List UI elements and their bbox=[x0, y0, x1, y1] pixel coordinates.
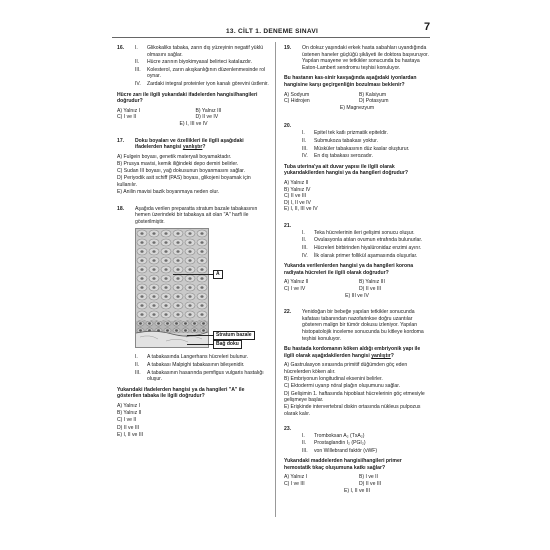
question-number: 17. bbox=[117, 137, 125, 144]
right-column bbox=[284, 45, 430, 502]
question-stem: Bu hastada kordomanın köken aldığı embriyonik yapı ile ilgili olarak aşağıdakilerden hangisi yanlıştır? bbox=[284, 346, 421, 359]
column-divider bbox=[275, 42, 276, 517]
label-a: A bbox=[213, 270, 223, 279]
question-21 bbox=[284, 223, 430, 299]
statement-item: IV. İlk olarak primer folliküI aşamasında oluşurlar. bbox=[302, 252, 418, 259]
label-basale-leader bbox=[187, 335, 213, 336]
statement-item: I. Teka hücrelerinin ileri gelişimi sonucu oluşur. bbox=[302, 229, 415, 236]
statement-item: III. A tabakasının hasarında pemfigus vulgaris hastalığı oluşur. bbox=[135, 369, 264, 383]
statement-item: II. Ovulasyonla atılan ovumun etrafında bulunurlar. bbox=[302, 237, 423, 244]
answer-options bbox=[284, 279, 430, 299]
answer-options bbox=[117, 154, 270, 196]
question-stem: Yukarıdaki maddelerden hangisi/hangileri primer hemostatik tıkaç oluşumuna katkı sağlar? bbox=[284, 458, 402, 471]
statement-item: I. Epitel tek katlı prizmatik epiteldir. bbox=[302, 130, 388, 137]
option-d[interactable]: D) I, II ve IV bbox=[284, 199, 311, 206]
option-b[interactable]: B) Yalnız II bbox=[117, 410, 142, 417]
option-b[interactable]: B) I ve II bbox=[359, 474, 378, 481]
question-number: 23. bbox=[284, 425, 292, 432]
statement-item: III. Hücreleri birbirinden hiyalüronidaz enzimi ayırır. bbox=[302, 245, 422, 252]
answer-options bbox=[284, 92, 430, 112]
statement-item: I. Tromboksan A₂ (TxA₂) bbox=[302, 432, 365, 439]
statement-item: I. Glikokaliks tabaka, zarın dış yüzeyinin negatif yüklü olmasını sağlar. bbox=[135, 45, 264, 58]
question-number: 20. bbox=[284, 123, 292, 130]
question-23 bbox=[284, 426, 430, 495]
option-d[interactable]: D) II ve III bbox=[359, 286, 382, 293]
header-rule bbox=[112, 37, 430, 38]
option-e[interactable]: E) I, II, III ve IV bbox=[284, 206, 318, 213]
option-d[interactable]: D) Gelişimin 1. haftasında hipoblast hücrelerinin göç etmesiyle gelişmeye başlar. bbox=[284, 390, 425, 404]
option-a[interactable]: A) Yalnız I bbox=[117, 403, 141, 409]
label-bag-doku: Bağ doku bbox=[213, 340, 242, 349]
label-a-leader bbox=[173, 274, 213, 275]
statement-item: III. von Willebrand faktör (vWF) bbox=[302, 447, 378, 454]
option-c[interactable]: C) Hidrojen bbox=[284, 98, 310, 105]
page-number: 7 bbox=[424, 21, 431, 33]
statement-item: II. A tabakası Malpighi tabakasının bileşenidir. bbox=[135, 362, 245, 369]
label-stratum-bazale: Stratum bazale bbox=[213, 331, 255, 340]
option-c[interactable]: C) Ektodermi uyarıp nöral plağın oluşumunu sağlar. bbox=[284, 383, 401, 390]
option-e[interactable]: E) I, II ve III bbox=[343, 487, 371, 494]
option-b[interactable]: B) Embriyonun longitudinal eksenini belirler. bbox=[284, 376, 383, 383]
question-number: 19. bbox=[284, 45, 292, 51]
question-intro: Aşağıda verilen preparatta stratum bazale tabakasının hemen üzerindeki bir tabakaya ait olan "A" harfi ile gösterilmiştir. bbox=[135, 205, 258, 225]
option-a[interactable]: A) Fulgein boyası, genetik materyali boyamaktadır. bbox=[117, 153, 232, 160]
option-d[interactable]: D) II ve III bbox=[359, 481, 382, 488]
answer-options bbox=[117, 403, 270, 438]
option-c[interactable]: C) I ve IV bbox=[284, 286, 306, 293]
option-c[interactable]: C) I ve II bbox=[117, 417, 137, 424]
question-stem: Hücre zarı ile ilgili yukarıdaki ifadelerden hangisi/hangileri doğrudur? bbox=[117, 91, 258, 105]
option-d[interactable]: D) II ve IV bbox=[195, 114, 219, 121]
option-b[interactable]: B) Yalnız III bbox=[359, 279, 385, 286]
option-a[interactable]: A) Yalnız II bbox=[284, 179, 309, 186]
option-e[interactable]: E) I, III ve IV bbox=[179, 120, 208, 127]
stem-keyword: yanlıştır bbox=[182, 144, 203, 151]
question-stem: Doku boyaları ve özellikleri ile ilgili aşağıdaki ifadelerden hangisi yanlıştır? bbox=[135, 137, 244, 151]
question-16 bbox=[117, 45, 270, 128]
micrograph-image bbox=[135, 228, 209, 348]
question-22 bbox=[284, 309, 430, 417]
option-a[interactable]: A) Yalnız I bbox=[117, 107, 141, 114]
question-number: 21. bbox=[284, 222, 292, 229]
option-a[interactable]: A) Sodyum bbox=[284, 91, 310, 98]
option-c[interactable]: C) II ve III bbox=[284, 193, 307, 200]
option-e[interactable]: E) I, II ve III bbox=[117, 431, 144, 438]
left-column bbox=[117, 45, 270, 446]
statement-item: III. Kolesterol, zarın akışkanlığının düzenlenmesinde rol oynar. bbox=[135, 66, 266, 80]
question-stem: Bu hastanın kas-sinir kavşağında aşağıdaki iyonlardan hangisine karşı geçirgenliğin bozulması beklenir? bbox=[284, 75, 417, 88]
label-bag-leader bbox=[187, 344, 213, 345]
header-title: 13. CİLT 1. DENEME SINAVI bbox=[226, 28, 319, 35]
option-b[interactable]: B) Prusya mavisi, kemik iliğindeki depo demiri belirler. bbox=[117, 160, 239, 167]
option-b[interactable]: B) Yalnız III bbox=[195, 107, 222, 114]
question-17 bbox=[117, 138, 270, 196]
question-stem: Tuba uterina'ya ait duvar yapısı ile ilgili olarak yukarıdakilerden hangisi ya da hangileri doğrudur? bbox=[284, 163, 408, 177]
statement-item: IV. En dış tabakası serozadır. bbox=[302, 153, 373, 160]
option-b[interactable]: B) Yalnız IV bbox=[284, 186, 311, 193]
option-d[interactable]: D) Periyodik asit schiff (PAS) boyası, glikojeni boyamak için kullanılır. bbox=[117, 175, 251, 188]
option-a[interactable]: A) Gastrulasyon sırasında primitif düğümden göç eden hücrelerden köken alır. bbox=[284, 362, 408, 375]
question-20 bbox=[284, 123, 430, 213]
answer-options bbox=[284, 362, 430, 417]
question-intro: On dokuz yaşındaki erkek hasta sabahları uyandığında üstenen haneler güçlüğü şikâyeti ile doktora başvuruyor. Yapılan muayene ve tetkikler sonucunda bu hastaya Eaton-Lambert sendromu teşhisi konuluyor. bbox=[302, 45, 429, 71]
statement-item: III. Müsküler tabakasının düz kaslar oluşturur. bbox=[302, 145, 410, 152]
question-19 bbox=[284, 45, 430, 111]
option-c[interactable]: C) Sudan III boyası, yağ dokusunun boyanmasını sağlar. bbox=[117, 168, 245, 175]
answer-options bbox=[284, 474, 430, 494]
question-stem: Yukarıdaki ifadelerden hangisi ya da hangileri "A" ile gösterilen tabaka ile ilgili doğrudur? bbox=[117, 386, 245, 400]
option-e[interactable]: E) Magnezyum bbox=[339, 104, 375, 111]
statement-item: II. Prostaglandin I₂ (PGI₂) bbox=[302, 440, 366, 447]
option-c[interactable]: C) I ve III bbox=[284, 481, 305, 488]
option-e[interactable]: E) Anilin mavisi bazik boyanmaya neden olur. bbox=[117, 189, 220, 196]
histology-figure bbox=[117, 228, 252, 348]
statement-item: I. A tabakasında Langerhans hücreleri bulunur. bbox=[135, 354, 249, 361]
question-intro: Yenidoğan bir bebeğe yapılan tetkikler sonucunda kafatası tabanından nazofarinkse doğru uzantılar gösteren malign bir tümör dokusu izleniyor. Yapılan histopatolojik inceleme sonucunda bu kitleye kordoma teşhisi konuluyor. bbox=[302, 309, 424, 342]
statement-item: II. Submukoza tabakası yoktur. bbox=[302, 137, 378, 144]
option-e[interactable]: E) III ve IV bbox=[345, 292, 369, 299]
option-b[interactable]: B) Kalsiyum bbox=[359, 91, 387, 98]
answer-options bbox=[117, 108, 270, 128]
stem-keyword: yanlıştır bbox=[371, 352, 391, 359]
option-d[interactable]: D) Potasyum bbox=[359, 98, 389, 105]
answer-options bbox=[284, 180, 430, 213]
page-header bbox=[0, 0, 550, 40]
statement-item: II. Hücre zarının biyokimyasal belirteci kataIazdır. bbox=[135, 59, 253, 66]
option-a[interactable]: A) Yalnız I bbox=[284, 474, 308, 481]
question-stem: Yukarıda verilenlerden hangisi ya da hangileri korona radiyata hücreleri ile ilgili olarak doğrudur? bbox=[284, 263, 414, 276]
statement-item: IV. Zardaki integral proteinler iyon kanalı görevini üstlenir. bbox=[135, 80, 269, 87]
option-c[interactable]: C) I ve II bbox=[117, 114, 137, 121]
option-a[interactable]: A) Yalnız II bbox=[284, 279, 309, 286]
option-d[interactable]: D) II ve III bbox=[117, 424, 140, 431]
question-number: 18. bbox=[117, 205, 125, 212]
question-number: 16. bbox=[117, 45, 125, 51]
question-number: 22. bbox=[284, 309, 292, 316]
option-e[interactable]: E) Erişkinde intervertebral diskin ortasında nükleus pulpozus olarak kalır. bbox=[284, 404, 421, 417]
question-18 bbox=[117, 206, 270, 439]
